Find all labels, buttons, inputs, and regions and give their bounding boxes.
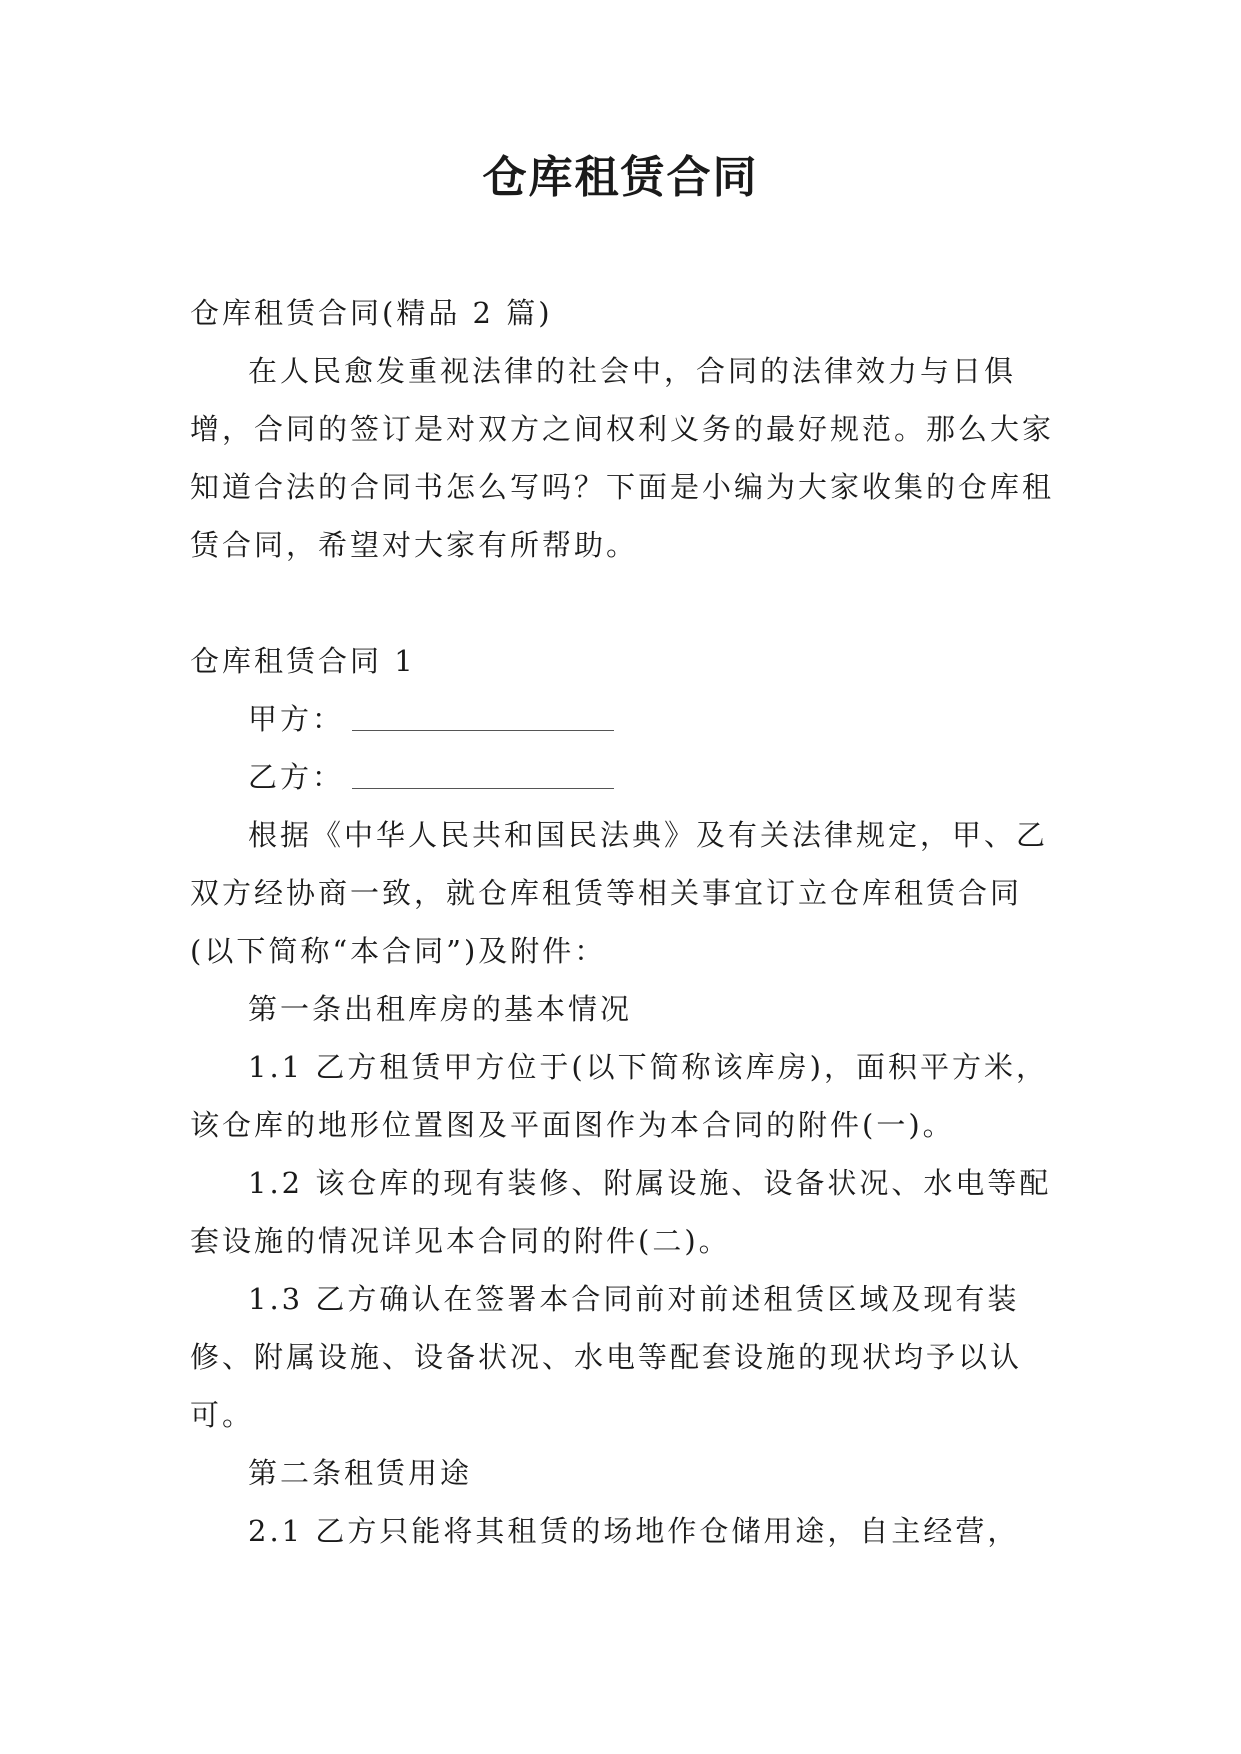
clause-1-3: 1.3 乙方确认在签署本合同前对前述租赁区域及现有装修、附属设施、设备状况、水电等配套设施的现状均予以认可。 — [190, 1282, 1023, 1432]
clause-2-1: 2.1 乙方只能将其租赁的场地作仓储用途，自主经营， — [248, 1514, 1020, 1548]
contract-heading: 仓库租赁合同 1 — [190, 644, 416, 678]
article-1-title: 第一条出租库房的基本情况 — [248, 992, 633, 1026]
clause-1-1: 1.1 乙方租赁甲方位于(以下简称该库房)，面积平方米，该仓库的地形位置图及平面图作为本合同的附件(一)。 — [190, 1050, 1048, 1142]
party-a-label: 甲方： — [248, 702, 345, 736]
intro-paragraph: 在人民愈发重视法律的社会中，合同的法律效力与日俱增，合同的签订是对双方之间权利义务的最好规范。那么大家知道合法的合同书怎么写吗？下面是小编为大家收集的仓库租赁合同，希望对大家有所帮助。 — [190, 354, 1055, 562]
document-title: 仓库租赁合同 — [482, 152, 759, 203]
party-a-blank — [352, 708, 614, 731]
basis-paragraph: 根据《中华人民共和国民法典》及有关法律规定，甲、乙双方经协商一致，就仓库租赁等相关事宜订立仓库租赁合同(以下简称“本合同”)及附件： — [190, 818, 1049, 968]
party-b-label: 乙方： — [248, 760, 345, 794]
party-a-line — [190, 690, 1060, 748]
article-2-title: 第二条租赁用途 — [248, 1456, 473, 1490]
party-b-line — [190, 748, 1060, 806]
document-body — [190, 284, 1060, 1560]
clause-1-2: 1.2 该仓库的现有装修、附属设施、设备状况、水电等配套设施的情况详见本合同的附件(二)。 — [190, 1166, 1052, 1258]
document-subtitle: 仓库租赁合同(精品 2 篇) — [190, 296, 553, 330]
party-b-blank — [352, 766, 614, 789]
